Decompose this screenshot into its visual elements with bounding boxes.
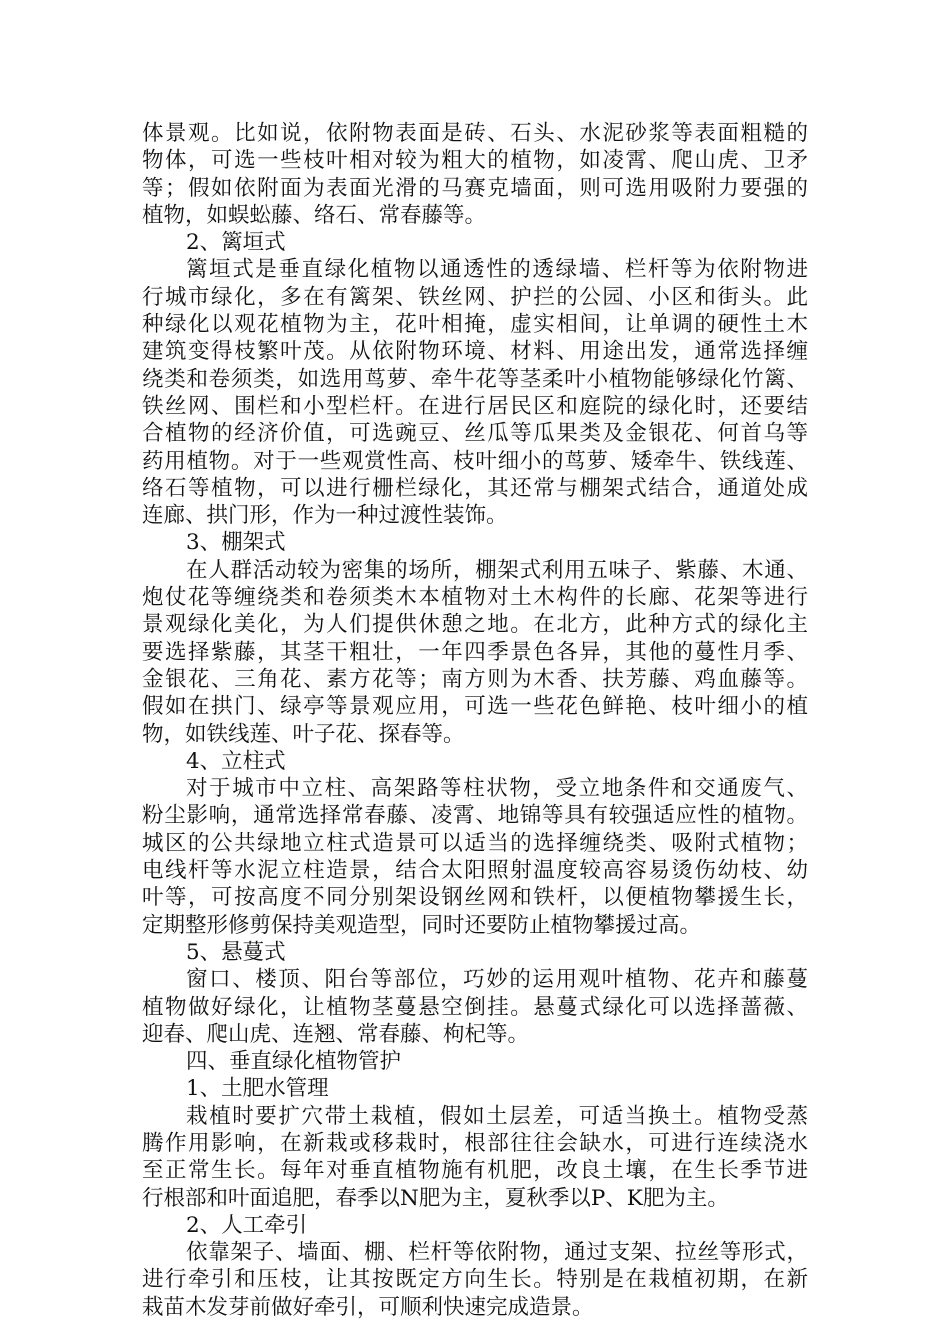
text-line: 等；假如依附面为表面光滑的马赛克墙面，则可选用吸附力要强的 (142, 175, 808, 201)
text-line: 行城市绿化，多在有篱架、铁丝网、护拦的公园、小区和街头。此 (142, 284, 808, 310)
text-line: 假如在拱门、绿亭等景观应用，可选一些花色鲜艳、枝叶细小的植 (142, 694, 808, 720)
text-line: 植物做好绿化，让植物茎蔓悬空倒挂。悬蔓式绿化可以选择蔷薇、 (142, 994, 808, 1020)
text-line: 绕类和卷须类，如选用茑萝、牵牛花等茎柔叶小植物能够绿化竹篱、 (142, 366, 808, 392)
text-line: 粉尘影响，通常选择常春藤、凌霄、地锦等具有较强适应性的植物。 (142, 803, 808, 829)
text-line: 迎春、爬山虎、连翘、常春藤、枸杞等。 (142, 1021, 530, 1047)
text-line: 金银花、三角花、素方花等；南方则为木香、扶芳藤、鸡血藤等。 (142, 666, 808, 692)
text-line: 体景观。比如说，依附物表面是砖、石头、水泥砂浆等表面粗糙的 (142, 121, 808, 146)
text-line: 叶等，可按高度不同分别架设钢丝网和铁杆，以便植物攀援生长， (142, 885, 808, 911)
text-line: 药用植物。对于一些观赏性高、枝叶细小的茑萝、矮牵牛、铁线莲、 (142, 448, 808, 474)
text-line: 合植物的经济价值，可选豌豆、丝瓜等瓜果类及金银花、何首乌等 (142, 421, 808, 447)
text-line: 物体，可选一些枝叶相对较为粗大的植物，如凌霄、爬山虎、卫矛 (142, 148, 808, 174)
text-line: 对于城市中立柱、高架路等柱状物，受立地条件和交通废气、 (186, 776, 808, 802)
text-line: 炮仗花等缠绕类和卷须类木本植物对土木构件的长廊、花架等进行 (142, 585, 808, 611)
text-line: 腾作用影响，在新栽或移栽时，根部往往会缺水，可进行连续浇水 (142, 1130, 808, 1156)
text-line: 栽苗木发芽前做好牵引，可顺利快速完成造景。 (142, 1294, 594, 1320)
document-page (142, 120, 808, 1321)
text-line: 5、悬蔓式 (186, 939, 286, 965)
text-line: 连廊、拱门形，作为一种过渡性装饰。 (142, 503, 508, 529)
text-line: 2、人工牵引 (186, 1212, 308, 1238)
text-line: 电线杆等水泥立柱造景，结合太阳照射温度较高容易烫伤幼枝、幼 (142, 858, 808, 884)
text-line: 2、篱垣式 (186, 230, 286, 256)
text-line: 建筑变得枝繁叶茂。从依附物环境、材料、用途出发，通常选择缠 (142, 339, 808, 365)
text-line: 铁丝网、围栏和小型栏杆。在进行居民区和庭院的绿化时，还要结 (142, 393, 808, 419)
text-line: 物，如铁线莲、叶子花、探春等。 (142, 721, 465, 747)
text-line: 植物，如蜈蚣藤、络石、常春藤等。 (142, 202, 487, 228)
text-line: 要选择紫藤，其茎干粗壮，一年四季景色各异，其他的蔓性月季、 (142, 639, 808, 665)
text-line: 窗口、楼顶、阳台等部位，巧妙的运用观叶植物、花卉和藤蔓 (186, 967, 808, 993)
text-line: 栽植时要扩穴带土栽植，假如土层差，可适当换土。植物受蒸 (186, 1103, 808, 1129)
text-line: 至正常生长。每年对垂直植物施有机肥，改良土壤，在生长季节进 (142, 1158, 808, 1184)
text-line: 四、垂直绿化植物管护 (186, 1049, 402, 1075)
text-line: 城区的公共绿地立柱式造景可以适当的选择缠绕类、吸附式植物； (142, 830, 808, 856)
text-line: 行根部和叶面追肥，春季以N肥为主，夏秋季以P、K肥为主。 (142, 1185, 729, 1211)
text-line: 在人群活动较为密集的场所，棚架式利用五味子、紫藤、木通、 (186, 557, 808, 583)
text-line: 3、棚架式 (186, 530, 286, 556)
text-line: 景观绿化美化，为人们提供休憩之地。在北方，此种方式的绿化主 (142, 612, 808, 638)
text-line: 依靠架子、墙面、棚、栏杆等依附物，通过支架、拉丝等形式， (186, 1240, 808, 1266)
text-line: 络石等植物，可以进行栅栏绿化，其还常与棚架式结合，通道处成 (142, 475, 808, 501)
text-line: 篱垣式是垂直绿化植物以通透性的透绿墙、栏杆等为依附物进 (186, 257, 808, 283)
text-line: 定期整形修剪保持美观造型，同时还要防止植物攀援过高。 (142, 912, 702, 938)
text-line: 进行牵引和压枝，让其按既定方向生长。特别是在栽植初期，在新 (142, 1267, 808, 1293)
text-line: 1、土肥水管理 (186, 1076, 329, 1102)
text-line: 4、立柱式 (186, 748, 286, 774)
text-line: 种绿化以观花植物为主，花叶相掩，虚实相间，让单调的硬性土木 (142, 312, 808, 338)
